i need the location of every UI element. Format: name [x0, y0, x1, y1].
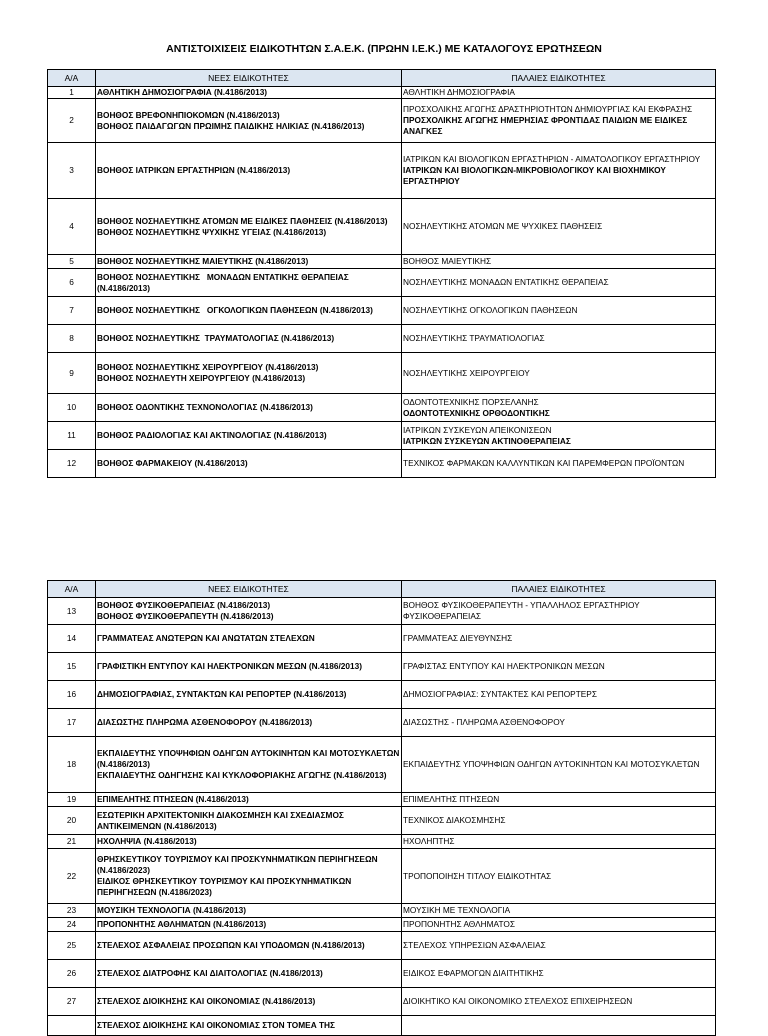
- old-specialty-name: ΒΟΗΘΟΣ ΦΥΣΙΚΟΘΕΡΑΠΕΥΤΗ - ΥΠΑΛΛΗΛΟΣ ΕΡΓΑΣΤΗΡΙΟΥ ΦΥΣΙΚΟΘΕΡΑΠΕΙΑΣ: [403, 600, 642, 621]
- new-specialty-name: ΒΟΗΘΟΣ ΝΟΣΗΛΕΥΤΙΚΗΣ ΤΡΑΥΜΑΤΟΛΟΓΙΑΣ (Ν.4186/2013): [97, 333, 335, 343]
- old-specialty-name: ΝΟΣΗΛΕΥΤΙΚΗΣ ΜΟΝΑΔΩΝ ΕΝΤΑΤΙΚΗΣ ΘΕΡΑΠΕΙΑΣ: [403, 277, 609, 287]
- old-specialty-name: ΜΟΥΣΙΚΗ ΜΕ ΤΕΧΝΟΛΟΓΙΑ: [403, 905, 511, 915]
- row-number: 10: [48, 394, 96, 422]
- new-specialty-cell: [96, 918, 402, 932]
- table-row: [48, 143, 716, 199]
- old-specialty-cell: [402, 960, 716, 988]
- row-number: 8: [48, 325, 96, 353]
- old-specialty-name: ΕΙΔΙΚΟΣ ΕΦΑΡΜΟΓΩΝ ΔΙΑΙΤΗΤΙΚΗΣ: [403, 968, 544, 978]
- old-specialty-cell: [402, 353, 716, 394]
- row-number: 4: [48, 199, 96, 255]
- new-specialty-name: ΒΟΗΘΟΣ ΝΟΣΗΛΕΥΤΗ ΧΕΙΡΟΥΡΓΕΙΟΥ (Ν.4186/2013): [97, 373, 306, 383]
- new-specialty-cell: [96, 988, 402, 1016]
- specialties-table-1: [47, 69, 716, 478]
- new-specialty-cell: [96, 807, 402, 835]
- new-specialty-name: ΣΤΕΛΕΧΟΣ ΔΙΟΙΚΗΣΗΣ ΚΑΙ ΟΙΚΟΝΟΜΙΑΣ ΣΤΟΝ ΤΟΜΕΑ ΤΗΣ: [97, 1020, 336, 1030]
- old-specialty-name: ΓΡΑΜΜΑΤΕΑΣ ΔΙΕΥΘΥΝΣΗΣ: [403, 633, 513, 643]
- row-number: 24: [48, 918, 96, 932]
- table-row: [48, 849, 716, 904]
- new-specialty-name: ΒΟΗΘΟΣ ΠΑΙΔΑΓΩΓΩΝ ΠΡΩΙΜΗΣ ΠΑΙΔΙΚΗΣ ΗΛΙΚΙΑΣ (Ν.4186/2013): [97, 120, 365, 131]
- specialties-table-2: [47, 580, 716, 1036]
- new-specialty-name: ΣΤΕΛΕΧΟΣ ΔΙΑΤΡΟΦΗΣ ΚΑΙ ΔΙΑΙΤΟΛΟΓΙΑΣ (Ν.4186/2013): [97, 968, 323, 978]
- table-row: [48, 1016, 716, 1036]
- new-specialty-cell: [96, 1016, 402, 1036]
- new-specialty-name: ΒΟΗΘΟΣ ΝΟΣΗΛΕΥΤΙΚΗΣ ΧΕΙΡΟΥΡΓΕΙΟΥ (Ν.4186/2013): [97, 362, 319, 372]
- table-row: [48, 807, 716, 835]
- new-specialty-cell: [96, 681, 402, 709]
- new-specialty-cell: [96, 269, 402, 297]
- row-number: 7: [48, 297, 96, 325]
- new-specialty-name: ΗΧΟΛΗΨΙΑ (Ν.4186/2013): [97, 836, 197, 846]
- new-specialty-name: ΒΟΗΘΟΣ ΝΟΣΗΛΕΥΤΙΚΗΣ ΜΑΙΕΥΤΙΚΗΣ (Ν.4186/2013): [97, 256, 309, 266]
- old-specialty-cell: [402, 99, 716, 143]
- old-specialty-name: ΝΟΣΗΛΕΥΤΙΚΗΣ ΤΡΑΥΜΑΤΙΟΛΟΓΙΑΣ: [403, 333, 545, 343]
- old-specialty-name: ΝΟΣΗΛΕΥΤΙΚΗΣ ΑΤΟΜΩΝ ΜΕ ΨΥΧΙΚΕΣ ΠΑΘΗΣΕΙΣ: [403, 221, 603, 231]
- table-row: [48, 353, 716, 394]
- old-specialty-cell: [402, 1016, 716, 1036]
- header-new-specialties: ΝΕΕΣ ΕΙΔΙΚΟΤΗΤΕΣ: [96, 581, 402, 598]
- new-specialty-name: ΒΟΗΘΟΣ ΝΟΣΗΛΕΥΤΙΚΗΣ ΨΥΧΙΚΗΣ ΥΓΕΙΑΣ (Ν.4186/2013): [97, 226, 327, 237]
- new-specialty-cell: [96, 394, 402, 422]
- table-row: [48, 598, 716, 625]
- row-number: 3: [48, 143, 96, 199]
- new-specialty-name: ΒΟΗΘΟΣ ΡΑΔΙΟΛΟΓΙΑΣ ΚΑΙ ΑΚΤΙΝΟΛΟΓΙΑΣ (Ν.4186/2013): [97, 430, 327, 440]
- table-row: [48, 199, 716, 255]
- old-specialty-cell: [402, 325, 716, 353]
- new-specialty-name: ΒΟΗΘΟΣ ΝΟΣΗΛΕΥΤΙΚΗΣ ΜΟΝΑΔΩΝ ΕΝΤΑΤΙΚΗΣ ΘΕΡΑΠΕΙΑΣ (Ν.4186/2013): [97, 271, 352, 293]
- new-specialty-cell: [96, 737, 402, 793]
- new-specialty-name: ΓΡΑΦΙΣΤΙΚΗ ΕΝΤΥΠΟΥ ΚΑΙ ΗΛΕΚΤΡΟΝΙΚΩΝ ΜΕΣΩΝ (Ν.4186/2013): [97, 661, 362, 671]
- header-new-specialties: ΝΕΕΣ ΕΙΔΙΚΟΤΗΤΕΣ: [96, 70, 402, 87]
- row-number: 15: [48, 653, 96, 681]
- old-specialty-name: ΙΑΤΡΙΚΩΝ ΣΥΣΚΕΥΩΝ ΑΚΤΙΝΟΘΕΡΑΠΕΙΑΣ: [403, 435, 571, 446]
- old-specialty-cell: [402, 653, 716, 681]
- new-specialty-cell: [96, 625, 402, 653]
- row-number: 2: [48, 99, 96, 143]
- new-specialty-name: ΒΟΗΘΟΣ ΝΟΣΗΛΕΥΤΙΚΗΣ ΟΓΚΟΛΟΓΙΚΩΝ ΠΑΘΗΣΕΩΝ (Ν.4186/2013): [97, 305, 373, 315]
- row-number: 5: [48, 255, 96, 269]
- old-specialty-name: ΤΡΟΠΟΠΟΙΗΣΗ ΤΙΤΛΟΥ ΕΙΔΙΚΟΤΗΤΑΣ: [403, 870, 552, 881]
- old-specialty-cell: [402, 835, 716, 849]
- new-specialty-name: ΣΤΕΛΕΧΟΣ ΔΙΟΙΚΗΣΗΣ ΚΑΙ ΟΙΚΟΝΟΜΙΑΣ (Ν.4186/2013): [97, 996, 316, 1006]
- old-specialty-name: ΟΔΟΝΤΟΤΕΧΝΙΚΗΣ ΠΟΡΣΕΛΑΝΗΣ: [403, 396, 539, 407]
- old-specialty-name: ΤΕΧΝΙΚΟΣ ΔΙΑΚΟΣΜΗΣΗΣ: [403, 815, 506, 825]
- table-row: [48, 422, 716, 450]
- new-specialty-cell: [96, 199, 402, 255]
- old-specialty-cell: [402, 681, 716, 709]
- new-specialty-cell: [96, 932, 402, 960]
- old-specialty-name: ΕΚΠΑΙΔΕΥΤΗΣ ΥΠΟΨΗΦΙΩΝ ΟΔΗΓΩΝ ΑΥΤΟΚΙΝΗΤΩΝ ΚΑΙ ΜΟΤΟΣΥΚΛΕΤΩΝ: [403, 759, 700, 769]
- new-specialty-cell: [96, 297, 402, 325]
- new-specialty-name: ΘΡΗΣΚΕΥΤΙΚΟΥ ΤΟΥΡΙΣΜΟΥ ΚΑΙ ΠΡΟΣΚΥΝΗΜΑΤΙΚΩΝ ΠΕΡΙΗΓΗΣΕΩΝ (Ν.4186/2023): [97, 854, 380, 875]
- table-row: [48, 709, 716, 737]
- table-row: [48, 960, 716, 988]
- header-num: Α/Α: [48, 581, 96, 598]
- row-number: 26: [48, 960, 96, 988]
- new-specialty-name: ΑΘΛΗΤΙΚΗ ΔΗΜΟΣΙΟΓΡΑΦΙΑ (Ν.4186/2013): [97, 87, 268, 97]
- old-specialty-cell: [402, 394, 716, 422]
- table-row: [48, 394, 716, 422]
- new-specialty-cell: [96, 353, 402, 394]
- new-specialty-cell: [96, 709, 402, 737]
- old-specialty-cell: [402, 255, 716, 269]
- old-specialty-cell: [402, 199, 716, 255]
- new-specialty-cell: [96, 450, 402, 478]
- row-number: 21: [48, 835, 96, 849]
- table-row: [48, 988, 716, 1016]
- old-specialty-name: ΔΗΜΟΣΙΟΓΡΑΦΙΑΣ: ΣΥΝΤΑΚΤΕΣ ΚΑΙ ΡΕΠΟΡΤΕΡΣ: [403, 689, 597, 699]
- old-specialty-name: ΙΑΤΡΙΚΩΝ ΣΥΣΚΕΥΩΝ ΑΠΕΙΚΟΝΙΣΕΩΝ: [403, 424, 552, 435]
- table-row: [48, 653, 716, 681]
- table-row: [48, 255, 716, 269]
- row-number: [48, 1016, 96, 1036]
- header-old-specialties: ΠΑΛΑΙΕΣ ΕΙΔΙΚΟΤΗΤΕΣ: [402, 70, 716, 87]
- table-row: [48, 87, 716, 99]
- old-specialty-cell: [402, 988, 716, 1016]
- new-specialty-name: ΒΟΗΘΟΣ ΦΑΡΜΑΚΕΙΟΥ (Ν.4186/2013): [97, 458, 248, 468]
- new-specialty-cell: [96, 99, 402, 143]
- new-specialty-cell: [96, 793, 402, 807]
- table-header-row: [48, 581, 716, 598]
- old-specialty-name: ΣΤΕΛΕΧΟΣ ΥΠΗΡΕΣΙΩΝ ΑΣΦΑΛΕΙΑΣ: [403, 940, 546, 950]
- table-row: [48, 904, 716, 918]
- old-specialty-name: ΝΟΣΗΛΕΥΤΙΚΗΣ ΧΕΙΡΟΥΡΓΕΙΟΥ: [403, 367, 530, 378]
- old-specialty-cell: [402, 807, 716, 835]
- new-specialty-name: ΒΟΗΘΟΣ ΦΥΣΙΚΟΘΕΡΑΠΕΥΤΗ (Ν.4186/2013): [97, 611, 274, 621]
- new-specialty-cell: [96, 422, 402, 450]
- old-specialty-cell: [402, 932, 716, 960]
- row-number: 9: [48, 353, 96, 394]
- old-specialty-cell: [402, 422, 716, 450]
- row-number: 18: [48, 737, 96, 793]
- new-specialty-cell: [96, 87, 402, 99]
- new-specialty-name: ΒΟΗΘΟΣ ΟΔΟΝΤΙΚΗΣ ΤΕΧΝΟΝΟΛΟΓΙΑΣ (Ν.4186/2013): [97, 402, 313, 412]
- old-specialty-cell: [402, 143, 716, 199]
- old-specialty-name: ΔΙΟΙΚΗΤΙΚΟ ΚΑΙ ΟΙΚΟΝΟΜΙΚΟ ΣΤΕΛΕΧΟΣ ΕΠΙΧΕΙΡΗΣΕΩΝ: [403, 996, 633, 1006]
- new-specialty-name: ΕΠΙΜΕΛΗΤΗΣ ΠΤΗΣΕΩΝ (Ν.4186/2013): [97, 794, 249, 804]
- new-specialty-cell: [96, 598, 402, 625]
- row-number: 27: [48, 988, 96, 1016]
- old-specialty-cell: [402, 625, 716, 653]
- new-specialty-name: ΔΗΜΟΣΙΟΓΡΑΦΙΑΣ, ΣΥΝΤΑΚΤΩΝ ΚΑΙ ΡΕΠΟΡΤΕΡ (Ν.4186/2013): [97, 689, 347, 699]
- table-row: [48, 932, 716, 960]
- row-number: 6: [48, 269, 96, 297]
- table-row: [48, 325, 716, 353]
- old-specialty-cell: [402, 450, 716, 478]
- row-number: 1: [48, 87, 96, 99]
- new-specialty-name: ΒΟΗΘΟΣ ΦΥΣΙΚΟΘΕΡΑΠΕΙΑΣ (Ν.4186/2013): [97, 600, 271, 610]
- row-number: 20: [48, 807, 96, 835]
- old-specialty-cell: [402, 269, 716, 297]
- old-specialty-name: ΤΕΧΝΙΚΟΣ ΦΑΡΜΑΚΩΝ ΚΑΛΛΥΝΤΙΚΩΝ ΚΑΙ ΠΑΡΕΜΦΕΡΩΝ ΠΡΟΪΟΝΤΩΝ: [403, 458, 685, 468]
- row-number: 14: [48, 625, 96, 653]
- old-specialty-cell: [402, 904, 716, 918]
- old-specialty-cell: [402, 918, 716, 932]
- row-number: 13: [48, 598, 96, 625]
- old-specialty-name: ΠΡΟΠΟΝΗΤΗΣ ΑΘΛΗΜΑΤΟΣ: [403, 919, 515, 929]
- new-specialty-name: ΒΟΗΘΟΣ ΒΡΕΦΟΝΗΠΙΟΚΟΜΩΝ (Ν.4186/2013): [97, 109, 280, 120]
- table-row: [48, 918, 716, 932]
- row-number: 23: [48, 904, 96, 918]
- row-number: 11: [48, 422, 96, 450]
- row-number: 16: [48, 681, 96, 709]
- table-header-row: [48, 70, 716, 87]
- old-specialty-name: ΙΑΤΡΙΚΩΝ ΚΑΙ ΒΙΟΛΟΓΙΚΩΝ-ΜΙΚΡΟΒΙΟΛΟΓΙΚΟΥ ΚΑΙ ΒΙΟΧΗΜΙΚΟΥ ΕΡΓΑΣΤΗΡΙΟΥ: [403, 165, 669, 186]
- table-row: [48, 737, 716, 793]
- new-specialty-name: ΠΡΟΠΟΝΗΤΗΣ ΑΘΛΗΜΑΤΩΝ (Ν.4186/2013): [97, 919, 267, 929]
- row-number: 19: [48, 793, 96, 807]
- table-row: [48, 99, 716, 143]
- old-specialty-name: ΒΟΗΘΟΣ ΜΑΙΕΥΤΙΚΗΣ: [403, 256, 492, 266]
- old-specialty-cell: [402, 598, 716, 625]
- new-specialty-name: ΒΟΗΘΟΣ ΙΑΤΡΙΚΩΝ ΕΡΓΑΣΤΗΡΙΩΝ (Ν.4186/2013): [97, 165, 291, 175]
- old-specialty-name: ΠΡΟΣΧΟΛΙΚΗΣ ΑΓΩΓΗΣ ΔΡΑΣΤΗΡΙΟΤΗΤΩΝ ΔΗΜΙΟΥΡΓΙΑΣ ΚΑΙ ΕΚΦΡΑΣΗΣ: [403, 104, 693, 114]
- table-row: [48, 269, 716, 297]
- old-specialty-name: ΔΙΑΣΩΣΤΗΣ - ΠΛΗΡΩΜΑ ΑΣΘΕΝΟΦΟΡΟΥ: [403, 717, 565, 727]
- row-number: 22: [48, 849, 96, 904]
- new-specialty-name: ΕΙΔΙΚΟΣ ΘΡΗΣΚΕΥΤΙΚΟΥ ΤΟΥΡΙΣΜΟΥ ΚΑΙ ΠΡΟΣΚΥΝΗΜΑΤΙΚΩΝ ΠΕΡΙΗΓΗΣΕΩΝ (Ν.4186/2023): [97, 876, 354, 897]
- old-specialty-name: ΗΧΟΛΗΠΤΗΣ: [403, 836, 455, 846]
- new-specialty-name: ΒΟΗΘΟΣ ΝΟΣΗΛΕΥΤΙΚΗΣ ΑΤΟΜΩΝ ΜΕ ΕΙΔΙΚΕΣ ΠΑΘΗΣΕΙΣ (Ν.4186/2013): [97, 215, 388, 226]
- old-specialty-name: ΑΘΛΗΤΙΚΗ ΔΗΜΟΣΙΟΓΡΑΦΙΑ: [403, 87, 515, 97]
- table-row: [48, 625, 716, 653]
- table-row: [48, 450, 716, 478]
- new-specialty-cell: [96, 325, 402, 353]
- new-specialty-name: ΔΙΑΣΩΣΤΗΣ ΠΛΗΡΩΜΑ ΑΣΘΕΝΟΦΟΡΟΥ (Ν.4186/2013): [97, 717, 313, 727]
- table-row: [48, 297, 716, 325]
- old-specialty-name: ΝΟΣΗΛΕΥΤΙΚΗΣ ΟΓΚΟΛΟΓΙΚΩΝ ΠΑΘΗΣΕΩΝ: [403, 305, 578, 315]
- document-title: ΑΝΤΙΣΤΟΙΧΙΣΕΙΣ ΕΙΔΙΚΟΤΗΤΩΝ Σ.Α.Ε.Κ. (ΠΡΩΗΝ Ι.Ε.Κ.) ΜΕ ΚΑΤΑΛΟΓΟΥΣ ΕΡΩΤΗΣΕΩΝ: [166, 43, 602, 55]
- new-specialty-cell: [96, 904, 402, 918]
- row-number: 17: [48, 709, 96, 737]
- table-row: [48, 681, 716, 709]
- old-specialty-cell: [402, 849, 716, 904]
- new-specialty-name: ΣΤΕΛΕΧΟΣ ΑΣΦΑΛΕΙΑΣ ΠΡΟΣΩΠΩΝ ΚΑΙ ΥΠΟΔΟΜΩΝ (Ν.4186/2013): [97, 940, 365, 950]
- old-specialty-name: ΙΑΤΡΙΚΩΝ ΚΑΙ ΒΙΟΛΟΓΙΚΩΝ ΕΡΓΑΣΤΗΡΙΩΝ - ΑΙΜΑΤΟΛΟΓΙΚΟΥ ΕΡΓΑΣΤΗΡΙΟΥ: [403, 154, 701, 164]
- old-specialty-cell: [402, 87, 716, 99]
- old-specialty-name: ΠΡΟΣΧΟΛΙΚΗΣ ΑΓΩΓΗΣ ΗΜΕΡΗΣΙΑΣ ΦΡΟΝΤΙΔΑΣ ΠΑΙΔΙΩΝ ΜΕ ΕΙΔΙΚΕΣ ΑΝΑΓΚΕΣ: [403, 115, 690, 136]
- new-specialty-name: ΜΟΥΣΙΚΗ ΤΕΧΝΟΛΟΓΙΑ (Ν.4186/2013): [97, 905, 246, 915]
- new-specialty-name: ΕΚΠΑΙΔΕΥΤΗΣ ΟΔΗΓΗΣΗΣ ΚΑΙ ΚΥΚΛΟΦΟΡΙΑΚΗΣ ΑΓΩΓΗΣ (Ν.4186/2013): [97, 770, 387, 780]
- new-specialty-cell: [96, 835, 402, 849]
- row-number: 25: [48, 932, 96, 960]
- row-number: 12: [48, 450, 96, 478]
- new-specialty-cell: [96, 653, 402, 681]
- new-specialty-cell: [96, 960, 402, 988]
- old-specialty-name: ΓΡΑΦΙΣΤΑΣ ΕΝΤΥΠΟΥ ΚΑΙ ΗΛΕΚΤΡΟΝΙΚΩΝ ΜΕΣΩΝ: [403, 661, 605, 671]
- old-specialty-name: ΟΔΟΝΤΟΤΕΧΝΙΚΗΣ ΟΡΘΟΔΟΝΤΙΚΗΣ: [403, 407, 550, 418]
- table-row: [48, 835, 716, 849]
- old-specialty-cell: [402, 709, 716, 737]
- header-old-specialties: ΠΑΛΑΙΕΣ ΕΙΔΙΚΟΤΗΤΕΣ: [402, 581, 716, 598]
- new-specialty-name: ΕΚΠΑΙΔΕΥΤΗΣ ΥΠΟΨΗΦΙΩΝ ΟΔΗΓΩΝ ΑΥΤΟΚΙΝΗΤΩΝ ΚΑΙ ΜΟΤΟΣΥΚΛΕΤΩΝ (Ν.4186/2013): [97, 748, 402, 769]
- old-specialty-cell: [402, 793, 716, 807]
- new-specialty-name: ΓΡΑΜΜΑΤΕΑΣ ΑΝΩΤΕΡΩΝ ΚΑΙ ΑΝΩΤΑΤΩΝ ΣΤΕΛΕΧΩΝ: [97, 633, 315, 643]
- header-num: Α/Α: [48, 70, 96, 87]
- new-specialty-name: ΕΣΩΤΕΡΙΚΗ ΑΡΧΙΤΕΚΤΟΝΙΚΗ ΔΙΑΚΟΣΜΗΣΗ ΚΑΙ ΣΧΕΔΙΑΣΜΟΣ ΑΝΤΙΚΕΙΜΕΝΩΝ (Ν.4186/2013): [97, 809, 346, 831]
- new-specialty-cell: [96, 255, 402, 269]
- table-row: [48, 793, 716, 807]
- new-specialty-cell: [96, 849, 402, 904]
- old-specialty-cell: [402, 737, 716, 793]
- new-specialty-cell: [96, 143, 402, 199]
- old-specialty-cell: [402, 297, 716, 325]
- old-specialty-name: ΕΠΙΜΕΛΗΤΗΣ ΠΤΗΣΕΩΝ: [403, 794, 500, 804]
